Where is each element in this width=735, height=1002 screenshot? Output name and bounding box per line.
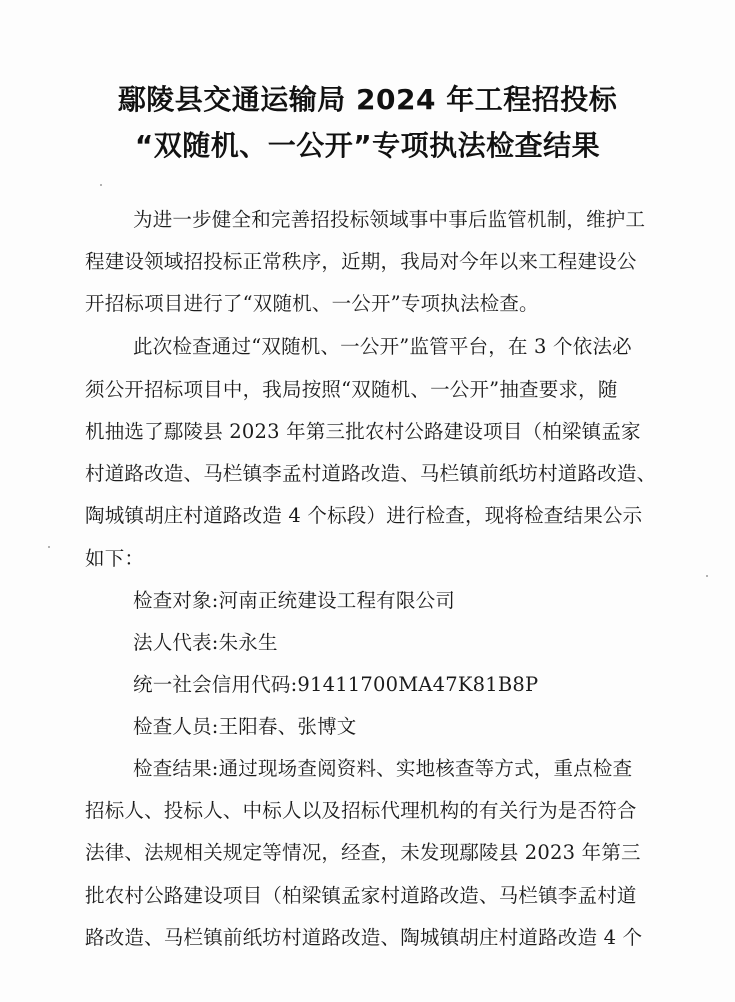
- document-title-line-2: “双随机、一公开”专项执法检查结果: [134, 129, 601, 162]
- result-line-5: 路改造、马栏镇前纸坊村道路改造、陶城镇胡庄村道路改造 4 个: [85, 926, 643, 949]
- paragraph-2-line-4: 村道路改造、马栏镇李孟村道路改造、马栏镇前纸坊村道路改造、: [85, 462, 657, 485]
- paragraph-2-line-5: 陶城镇胡庄村道路改造 4 个标段）进行检查，现将检查结果公示: [85, 504, 643, 527]
- document-title-line-1: 鄢陵县交通运输局 2024 年工程招投标: [117, 83, 618, 116]
- credit-code: 统一社会信用代码:91411700MA47K81B8P: [133, 673, 539, 696]
- inspectors: 检查人员:王阳春、张博文: [133, 715, 357, 738]
- result-line-3: 法律、法规相关规定等情况，经查，未发现鄢陵县 2023 年第三: [85, 841, 641, 864]
- paragraph-2-line-6: 如下：: [85, 547, 145, 570]
- scan-speck: [100, 184, 102, 186]
- scan-speck: [48, 546, 50, 548]
- paragraph-1-line-3: 开招标项目进行了“双随机、一公开”专项执法检查。: [85, 292, 539, 315]
- result-line-2: 招标人、投标人、中标人以及招标代理机构的有关行为是否符合: [85, 799, 637, 822]
- paragraph-2-line-2: 须公开招标项目中，我局按照“双随机、一公开”抽查要求，随: [85, 378, 618, 401]
- paragraph-2-line-3: 机抽选了鄢陵县 2023 年第三批农村公路建设项目（柏梁镇孟家: [85, 420, 641, 443]
- result-line-1: 检查结果:通过现场查阅资料、实地核查等方式，重点检查: [133, 757, 633, 780]
- paragraph-2-line-1: 此次检查通过“双随机、一公开”监管平台，在 3 个依法必: [133, 335, 632, 358]
- paragraph-1-line-2: 程建设领域招投标正常秩序，近期，我局对今年以来工程建设公: [85, 250, 637, 273]
- legal-representative: 法人代表:朱永生: [133, 631, 278, 654]
- inspection-target: 检查对象:河南正统建设工程有限公司: [133, 589, 455, 612]
- result-line-4: 批农村公路建设项目（柏梁镇孟家村道路改造、马栏镇李孟村道: [85, 884, 637, 907]
- paragraph-1-line-1: 为进一步健全和完善招投标领域事中事后监管机制，维护工: [133, 208, 646, 231]
- scan-speck: [706, 575, 708, 577]
